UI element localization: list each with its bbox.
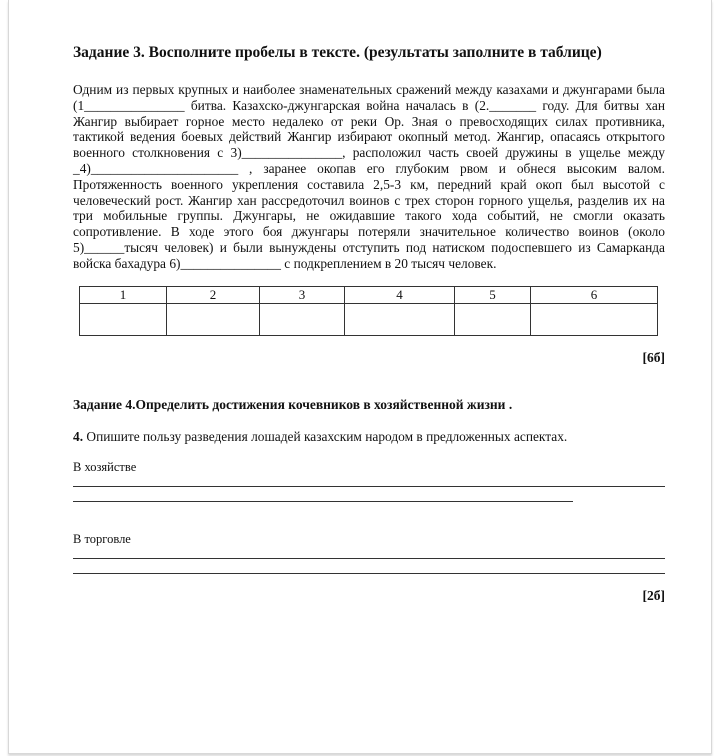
answer-cell-5[interactable] bbox=[455, 303, 531, 335]
answer-col-header: 1 bbox=[80, 286, 167, 303]
answer-line-economy-1[interactable] bbox=[73, 486, 665, 487]
task3-paragraph: Одним из первых крупных и наиболее знаменательных сражений между казахами и джунгарами была (1_______________ битва. Казахско-джунгарская война началась в (2._______ году. Для битвы хан Жангир выбирает горное место недалеко от реки Ор. Зная о превосходящих силах противника, тактикой ведения боевых действий Жангир избирают окопный метод. Жангир, опасаясь открытого военного столкновения с 3)_______________, расположил часть своей дружины в ущелье между _4)______________________ , заранее окопав его глубоким рвом и обнеся высоким валом. Протяженность военного укрепления составила 2,5-3 км, передний край окоп был высотой с человеческий рост. Жангир хан рассредоточил воинов с трех сторон горного ущелья, разделив их на три мобильные группы. Джунгары, не ожидавшие такого хода событий, не смогли оказать сопротивление. В ходе этого боя джунгары потеряли значительное количество воинов (около 5)______тысяч человек) и были вынуждены отступить под натиском подоспевшего из Самарканда войска бахадура 6)_______________ с подкреплением в 20 тысяч человек. bbox=[73, 82, 665, 271]
answer-col-header: 4 bbox=[345, 286, 455, 303]
aspect-trade-label: В торговле bbox=[73, 531, 131, 546]
task4-question-number: 4. bbox=[73, 428, 84, 444]
task4-score: [2б] bbox=[642, 587, 665, 603]
answer-line-trade-1[interactable] bbox=[73, 558, 665, 559]
answer-cell-1[interactable] bbox=[80, 303, 167, 335]
answer-cell-4[interactable] bbox=[345, 303, 455, 335]
answer-line-trade-2[interactable] bbox=[73, 573, 665, 574]
document-page bbox=[8, 0, 712, 754]
aspect-economy-label: В хозяйстве bbox=[73, 459, 137, 474]
answer-table bbox=[79, 286, 658, 336]
task3-score: [6б] bbox=[642, 349, 665, 365]
task4-question bbox=[73, 429, 665, 445]
answer-table-input-row bbox=[80, 303, 658, 335]
task4-title: Задание 4.Определить достижения кочевников в хозяйственной жизни . bbox=[73, 396, 513, 412]
answer-line-economy-2[interactable] bbox=[73, 501, 573, 502]
task3-title: Задание 3. Восполните пробелы в тексте. (результаты заполните в таблице) bbox=[73, 44, 602, 61]
answer-col-header: 3 bbox=[260, 286, 345, 303]
answer-col-header: 6 bbox=[531, 286, 658, 303]
page-content bbox=[73, 44, 665, 604]
answer-cell-2[interactable] bbox=[167, 303, 260, 335]
task4-question-text: Опишите пользу разведения лошадей казахским народом в предложенных аспектах. bbox=[83, 428, 568, 444]
answer-table-header-row bbox=[80, 286, 658, 303]
answer-cell-6[interactable] bbox=[531, 303, 658, 335]
answer-col-header: 2 bbox=[167, 286, 260, 303]
answer-cell-3[interactable] bbox=[260, 303, 345, 335]
answer-col-header: 5 bbox=[455, 286, 531, 303]
